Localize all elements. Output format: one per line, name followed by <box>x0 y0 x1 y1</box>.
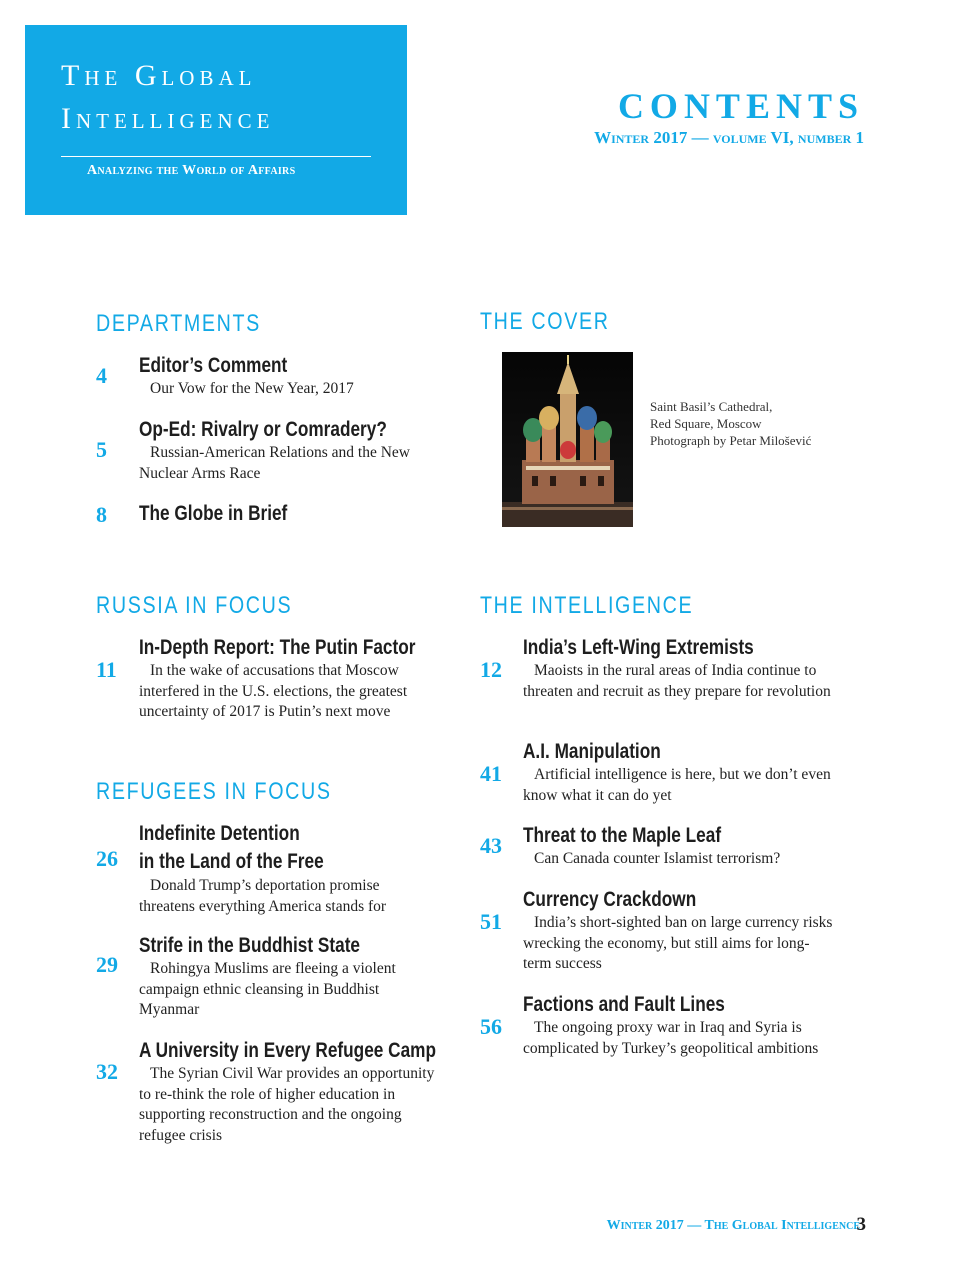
toc-entry[interactable] <box>480 634 831 702</box>
entry-title: India’s Left-Wing Extremists <box>523 636 754 659</box>
masthead <box>25 25 407 215</box>
entry-title: Threat to the Maple Leaf <box>523 824 722 847</box>
caption-line: Photograph by Petar Milošević <box>650 433 812 448</box>
caption-line: Red Square, Moscow <box>650 416 762 431</box>
cover-heading: THE COVER <box>480 308 610 335</box>
entry-title: in the Land of the Free <box>139 850 324 873</box>
page-number: 11 <box>96 657 117 682</box>
intelligence-heading: THE INTELLIGENCE <box>480 592 694 619</box>
toc-entry[interactable] <box>96 932 426 1021</box>
masthead-title-line1: The Global <box>61 59 257 92</box>
masthead-tagline: Analyzing the World of Affairs <box>87 163 296 178</box>
entry-title: The Globe in Brief <box>139 502 288 525</box>
entry-description: In the wake of accusations that Moscow interfered in the U.S. elections, the greatest uncertainty of 2017 is Putin’s next move <box>139 662 408 721</box>
refugees-heading: REFUGEES IN FOCUS <box>96 778 332 805</box>
masthead-divider <box>61 156 371 157</box>
entry-title: Editor’s Comment <box>139 354 288 377</box>
entry-title: A University in Every Refugee Camp <box>139 1039 436 1062</box>
page-number: 4 <box>96 363 107 388</box>
page-number: 56 <box>480 1014 502 1039</box>
entry-description: Russian-American Relations and the New Nuclear Arms Race <box>139 444 410 482</box>
toc-entry[interactable] <box>96 416 426 484</box>
toc-entry[interactable] <box>96 634 426 723</box>
cover-caption <box>650 398 811 449</box>
toc-entry[interactable] <box>480 822 810 870</box>
entry-title: Op-Ed: Rivalry or Comradery? <box>139 418 387 441</box>
toc-entry[interactable] <box>96 820 426 917</box>
russia-heading: RUSSIA IN FOCUS <box>96 592 293 619</box>
toc-entry[interactable] <box>96 500 426 527</box>
departments-heading: DEPARTMENTS <box>96 310 261 337</box>
page-number: 41 <box>480 761 502 786</box>
caption-line: Saint Basil’s Cathedral, <box>650 399 773 414</box>
cathedral-image <box>502 352 633 527</box>
masthead-title-line2: Intelligence <box>61 102 275 135</box>
entry-title: Strife in the Buddhist State <box>139 934 361 957</box>
toc-entry[interactable] <box>480 886 833 975</box>
entry-description: Can Canada counter Islamist terrorism? <box>534 850 781 868</box>
entry-title: Currency Crackdown <box>523 888 697 911</box>
issue-info: Winter 2017 — volume VI, number 1 <box>594 128 864 147</box>
entry-description: Our Vow for the New Year, 2017 <box>150 380 354 398</box>
page-number: 32 <box>96 1059 118 1084</box>
page-number: 43 <box>480 833 502 858</box>
entry-description: Donald Trump’s deportation promise threatens everything America stands for <box>139 877 387 915</box>
page-number: 8 <box>96 502 107 527</box>
entry-description: Rohingya Muslims are fleeing a violent campaign ethnic cleansing in Buddhist Myanmar <box>139 960 396 1019</box>
contents-title: CONTENTS <box>617 86 864 126</box>
page-number: 51 <box>480 909 502 934</box>
entry-description: The ongoing proxy war in Iraq and Syria is complicated by Turkey’s geopolitical ambitions <box>523 1019 819 1057</box>
cover-photo <box>502 352 633 527</box>
entry-title: In-Depth Report: The Putin Factor <box>139 636 416 659</box>
page-number: 5 <box>96 437 107 462</box>
toc-entry[interactable] <box>96 352 426 400</box>
footer-running-head: Winter 2017 — The Global Intelligence <box>606 1218 860 1233</box>
entry-title: Factions and Fault Lines <box>523 993 725 1016</box>
entry-description: Artificial intelligence is here, but we don’t even know what it can do yet <box>523 766 831 804</box>
page-number: 12 <box>480 657 502 682</box>
entry-description: Maoists in the rural areas of India continue to threaten and recruit as they prepare for revolution <box>523 662 831 700</box>
page-number: 29 <box>96 952 118 977</box>
entry-title: Indefinite Detention <box>139 822 300 845</box>
page-number: 26 <box>96 846 118 871</box>
entry-title: A.I. Manipulation <box>523 740 661 763</box>
toc-entry[interactable] <box>96 1037 436 1146</box>
toc-entry[interactable] <box>480 991 819 1059</box>
entry-description: The Syrian Civil War provides an opportunity to re-think the role of higher education in supporting reconstruction and the ongoing refugee crisis <box>139 1065 435 1144</box>
entry-description: India’s short-sighted ban on large currency risks wrecking the economy, but still aims for long-term success <box>523 914 833 973</box>
toc-entry[interactable] <box>480 738 831 806</box>
page-number-footer: 3 <box>856 1214 866 1235</box>
